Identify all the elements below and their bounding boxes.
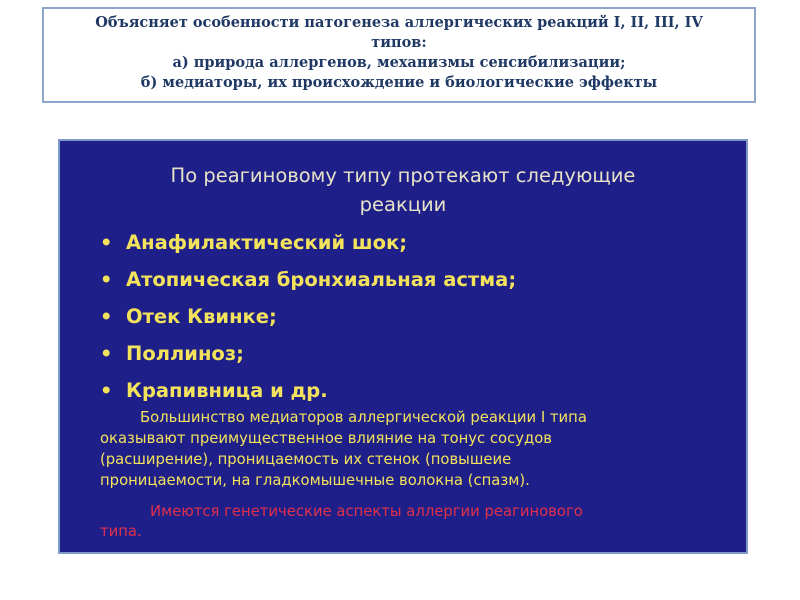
header-line-3: а) природа аллергенов, механизмы сенсибилизации; <box>172 54 626 71</box>
paragraph-line-1: Большинство медиаторов аллергической реакции I типа <box>140 409 587 426</box>
header-line-2: типов: <box>371 34 427 51</box>
genetic-note <box>100 502 720 542</box>
bullet-icon: • <box>100 305 113 328</box>
panel-title <box>60 161 746 219</box>
note-line-2: типа. <box>100 523 142 540</box>
bullet-icon: • <box>100 342 113 365</box>
bullet-icon: • <box>100 268 113 291</box>
header-line-1: Объясняет особенности патогенеза аллергических реакций I, II, III, IV <box>95 14 703 31</box>
list-item <box>100 372 516 409</box>
bullet-icon: • <box>100 379 113 402</box>
note-line-1: Имеются генетические аспекты аллергии реагинового <box>150 503 583 520</box>
paragraph-line-3: (расширение), проницаемость их стенок (повышеие <box>100 451 512 468</box>
list-item <box>100 224 516 261</box>
paragraph-line-2: оказывают преимущественное влияние на тонус сосудов <box>100 430 552 447</box>
panel-title-line-2: реакции <box>359 193 447 216</box>
bullet-icon: • <box>100 231 113 254</box>
list-item-text: Поллиноз; <box>126 342 244 365</box>
list-item-text: Атопическая бронхиальная астма; <box>126 268 517 291</box>
slide-header <box>42 7 756 103</box>
content-panel <box>58 139 748 554</box>
list-item-text: Крапивница и др. <box>126 379 328 402</box>
list-item-text: Отек Квинке; <box>126 305 277 328</box>
panel-title-line-1: По реагиновому типу протекают следующие <box>170 164 636 187</box>
list-item <box>100 335 516 372</box>
paragraph-line-4: проницаемости, на гладкомышечные волокна (спазм). <box>100 472 530 489</box>
list-item <box>100 261 516 298</box>
header-line-4: б) медиаторы, их происхождение и биологические эффекты <box>140 74 658 91</box>
list-item-text: Анафилактический шок; <box>126 231 408 254</box>
reaction-list <box>100 224 516 409</box>
list-item <box>100 298 516 335</box>
mediators-paragraph <box>100 407 720 491</box>
